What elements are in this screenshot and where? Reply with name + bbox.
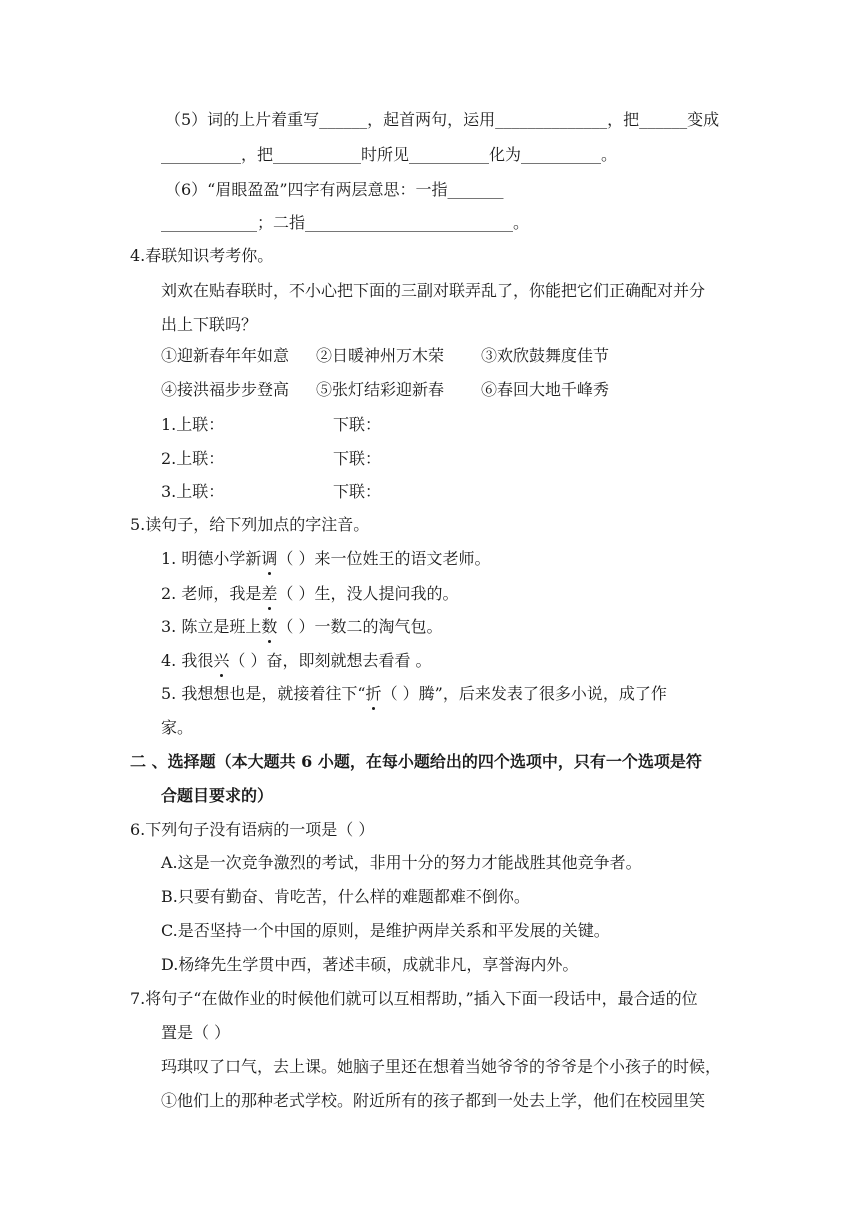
answer-row-1-lower: 下联：	[333, 415, 382, 434]
couplet-option-5: ⑤张灯结彩迎新春	[316, 380, 445, 399]
q3-item-6-line-1: （6）“眉眼盈盈”四字有两层意思：一指_______	[165, 180, 504, 199]
q5-sentence-5: 5. 我想想也是，就接着往下“折（ ）腾”，后来发表了很多小说，成了作	[161, 684, 667, 703]
section-2-heading: 二 、选择题（本大题共 6 小题，在每小题给出的四个选项中，只有一个选项是符	[130, 752, 702, 771]
q5-sentence-1: 1. 明德小学新调（ ）来一位姓王的语文老师。	[161, 549, 491, 568]
q4-title: 4.春联知识考考你。	[130, 246, 274, 265]
answer-row-1-upper: 1.上联：	[161, 415, 225, 434]
couplet-option-4: ④接洪福步步登高	[161, 380, 290, 399]
dotted-character: 兴	[213, 651, 230, 670]
q3-item-5-line-1: （5）词的上片着重写______，起首两句，运用______________，把______变成	[165, 110, 720, 129]
q7-passage-line-2: ①他们上的那种老式学校。附近所有的孩子都到一处去上学，他们在校园里笑	[161, 1091, 706, 1110]
dotted-character: 调	[261, 549, 278, 568]
section-2-heading-cont: 合题目要求的）	[161, 786, 274, 805]
q5-title: 5.读句子，给下列加点的字注音。	[130, 515, 370, 534]
answer-row-2-upper: 2.上联：	[161, 449, 225, 468]
q3-item-6-line-2: ____________；二指__________________________。	[161, 213, 530, 232]
q3-item-5-line-2: __________，把___________时所见__________化为__________。	[161, 145, 618, 164]
couplet-option-2: ②日暖神州万木荣	[316, 346, 445, 365]
couplet-option-3: ③欢欣鼓舞度佳节	[481, 346, 610, 365]
q6-option-a: A.这是一次竞争激烈的考试，非用十分的努力才能战胜其他竞争者。	[161, 853, 642, 872]
q5-sentence-5-cont: 家。	[161, 718, 194, 737]
answer-row-3-upper: 3.上联：	[161, 482, 225, 501]
dotted-character: 折	[365, 684, 382, 703]
answer-row-3-lower: 下联：	[333, 482, 382, 501]
q6-stem: 6.下列句子没有语病的一项是（ ）	[130, 820, 375, 839]
q5-sentence-2: 2. 老师，我是差（ ）生，没人提问我的。	[161, 584, 459, 603]
q7-stem-line-2: 置是（ ）	[161, 1023, 231, 1042]
q7-passage-line-1: 玛琪叹了口气，去上课。她脑子里还在想着当她爷爷的爷爷是个小孩子的时候，	[161, 1057, 722, 1076]
couplet-option-1: ①迎新春年年如意	[161, 346, 290, 365]
q6-option-d: D.杨绛先生学贯中西，著述丰硕，成就非凡，享誉海内外。	[161, 955, 579, 974]
q5-sentence-3: 3. 陈立是班上数（ ）一数二的淘气包。	[161, 617, 443, 636]
couplet-option-6: ⑥春回大地千峰秀	[481, 380, 610, 399]
q6-option-c: C.是否坚持一个中国的原则，是维护两岸关系和平发展的关键。	[161, 921, 610, 940]
answer-row-2-lower: 下联：	[333, 449, 382, 468]
q4-intro-line-1: 刘欢在贴春联时，不小心把下面的三副对联弄乱了，你能把它们正确配对并分	[161, 281, 706, 300]
q7-stem-line-1: 7.将句子“在做作业的时候他们就可以互相帮助，”插入下面一段话中，最合适的位	[130, 989, 698, 1008]
q4-intro-line-2: 出上下联吗？	[161, 315, 258, 334]
dotted-character: 差	[261, 584, 278, 603]
dotted-character: 数	[261, 617, 278, 636]
q5-sentence-4: 4. 我很兴（ ）奋，即刻就想去看看 。	[161, 651, 432, 670]
q6-option-b: B.只要有勤奋、肯吃苦，什么样的难题都难不倒你。	[161, 887, 530, 906]
